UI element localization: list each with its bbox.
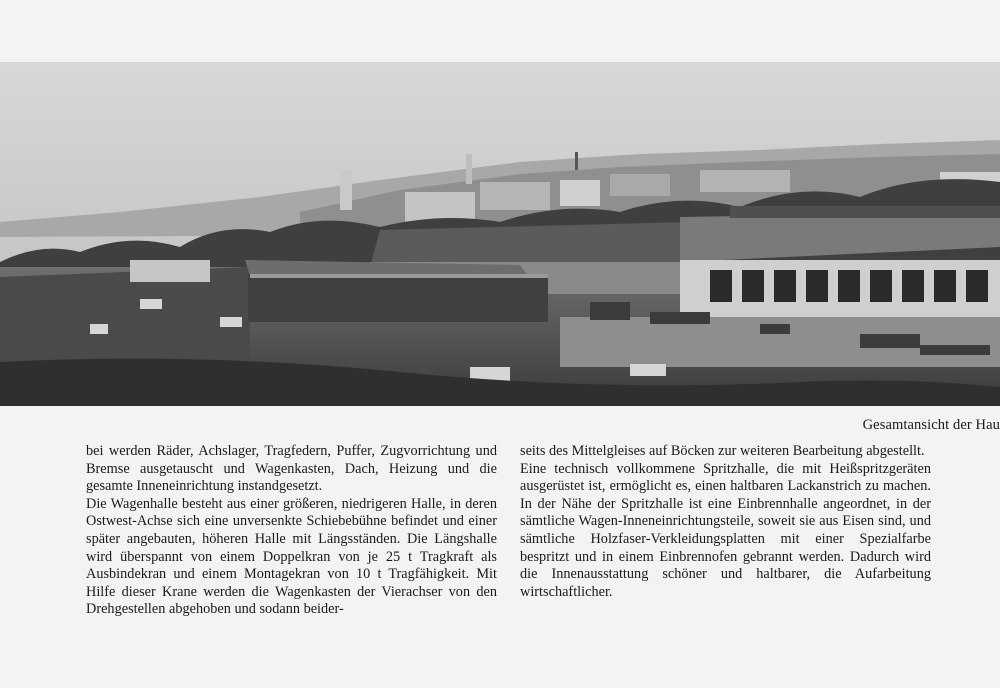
paragraph: Eine technisch vollkommene Spritzhalle, die mit Heißspritzgeräten ausgerüstet ist, ermöglicht es, einen haltbaren Lackanstrich zu machen. In der Nähe der Spritzhalle ist eine Einbrennhalle angeordnet, in der sämtliche Wagen-Inneneinrichtungsteile, soweit sie aus Eisen sind, und sämtliche Holzfaser-Verkleidungsplatten mit einer Spezialfarbe bespritzt und in einem Einbrennofen gebrannt werden. Dadurch wird die Innenausstattung schöner und haltbarer, die Aufarbeitung wirtschaftlicher. xyxy=(520,460,931,600)
text-column-left xyxy=(86,443,497,619)
text-column-right xyxy=(520,443,931,601)
photo-caption: Gesamtansicht der Hau xyxy=(862,417,1000,433)
panorama-photo xyxy=(0,62,1000,406)
paragraph: seits des Mittelgleises auf Böcken zur weiteren Bearbeitung abgestellt. xyxy=(520,443,925,459)
paragraph: Die Wagenhalle besteht aus einer größeren, niedrigeren Halle, in deren Ostwest-Achse sich eine unversenkte Schiebebühne befindet und einer später angebauten, höheren Halle mit Längsständen. Die Längshalle wird überspannt von einem Doppelkran von je 25 t Tragkraft als Ausbindekran und einem Montagekran von 10 t Tragfähigkeit. Mit Hilfe dieser Krane werden die Wagenkasten der Vierachser von den Drehgestellen abgehoben und sodann beider- xyxy=(86,495,497,618)
paragraph: bei werden Räder, Achslager, Tragfedern, Puffer, Zugvorrichtung und Bremse ausgetauscht und Wagenkasten, Dach, Heizung und die gesamte Inneneinrichtung instandgesetzt. xyxy=(86,443,497,495)
